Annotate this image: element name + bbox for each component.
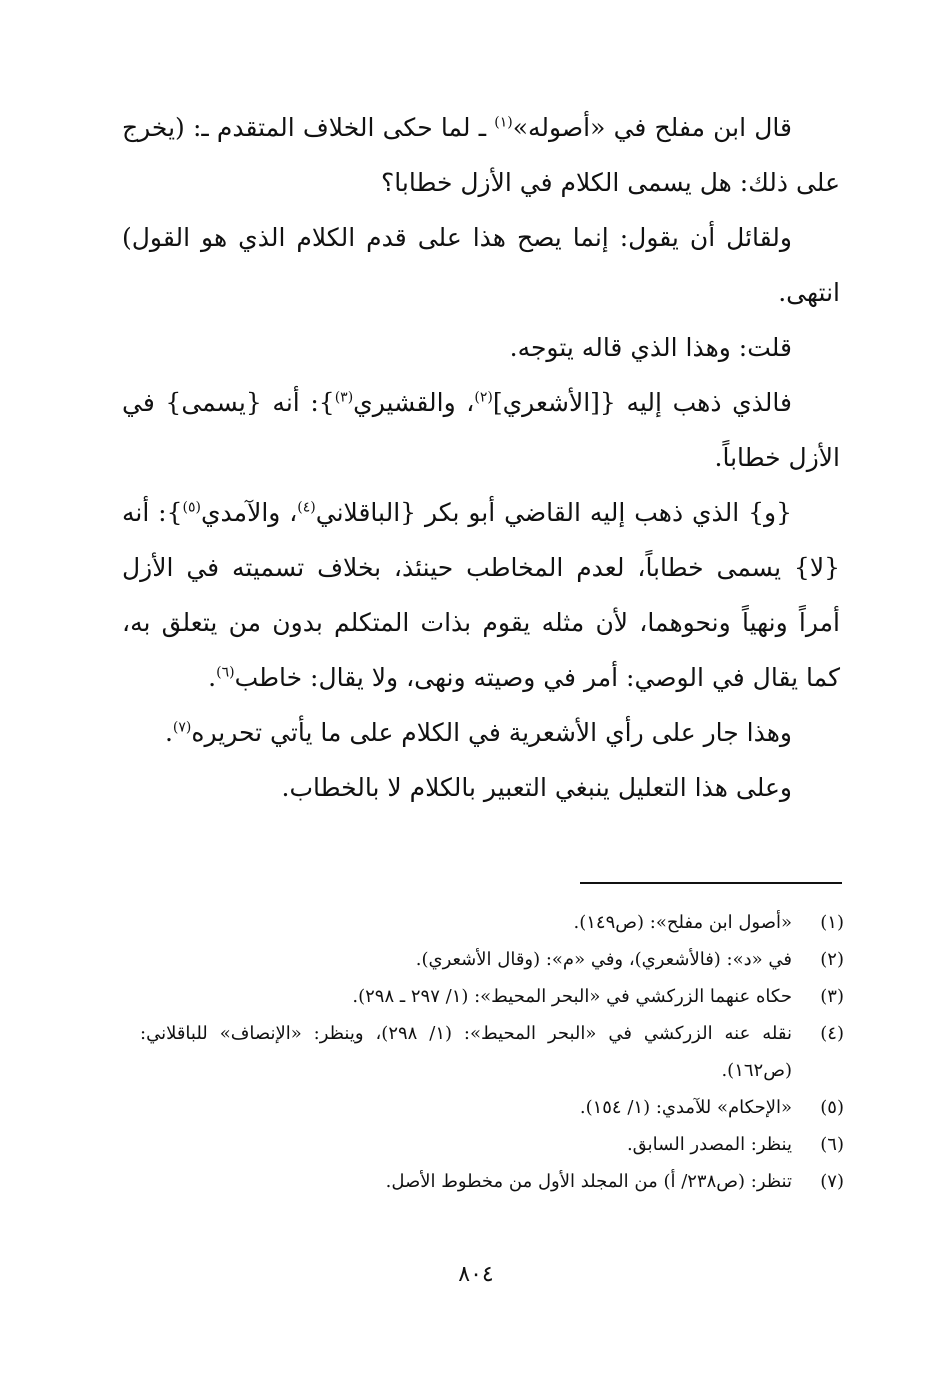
footnote-number: (٤) [820, 1023, 844, 1044]
footnote-item [140, 1015, 844, 1089]
footnote-number: (٢) [820, 949, 844, 970]
footnote-text: في «د»: (فالأشعري)، وفي «م»: (وقال الأشعري). [415, 949, 792, 970]
paragraph-text: . [164, 718, 173, 747]
footnote-divider [580, 882, 842, 884]
paragraph-text: قال ابن مفلح في «أصوله» [512, 113, 792, 142]
footnotes-list [140, 904, 844, 1200]
footnote-item [140, 1089, 844, 1126]
footnote-item [140, 941, 844, 978]
footnote-number: (٦) [820, 1134, 844, 1155]
paragraph-text: }: أنه {يسمى} في الأزل خطاباً. [122, 388, 840, 472]
page-number: ٨٠٤ [458, 1262, 494, 1287]
paragraph-text: قلت: وهذا الذي قاله يتوجه. [509, 333, 792, 362]
paragraph-text: ولقائل أن يقول: إنما يصح هذا على قدم الكلام الذي هو القول) انتهى. [122, 223, 840, 307]
footnote-ref-7[interactable]: (٧) [172, 719, 192, 736]
footnote-ref-6[interactable]: (٦) [216, 664, 235, 681]
main-text [122, 100, 840, 815]
footnote-item [140, 1163, 844, 1200]
footnote-ref-3[interactable]: (٣) [334, 389, 354, 406]
footnote-text: نقله عنه الزركشي في «البحر المحيط»: (١/ ٢٩٨)، وينظر: «الإنصاف» للباقلاني: (ص١٦٢). [140, 1023, 792, 1081]
paragraph-text: ، والقشيري [353, 388, 475, 417]
paragraph-text: . [208, 663, 217, 692]
footnote-item [140, 1126, 844, 1163]
paragraph-text: ، والآمدي [200, 498, 298, 527]
footnote-text: حكاه عنهما الزركشي في «البحر المحيط»: (١/ ٢٩٧ ـ ٢٩٨). [352, 986, 792, 1007]
footnote-ref-5[interactable]: (٥) [182, 499, 201, 516]
footnote-number: (٣) [820, 986, 844, 1007]
footnote-ref-2[interactable]: (٢) [474, 389, 493, 406]
paragraph-text: ـ لما حكى الخلاف المتقدم ـ: (يخرج على ذلك: هل يسمى الكلام في الأزل خطابا؟ [122, 113, 840, 197]
footnote-number: (٥) [820, 1097, 844, 1118]
paragraph-second-opinion [122, 485, 840, 705]
paragraph-ibn-muflih-quote [122, 100, 840, 210]
paragraph-ashari-view [122, 705, 840, 760]
footnote-text: «الإحكام» للآمدي: (١/ ١٥٤). [579, 1097, 792, 1118]
paragraph-first-opinion [122, 375, 840, 485]
footnote-ref-1[interactable]: (١) [494, 114, 513, 131]
paragraph-text: }: أنه {لا} يسمى خطاباً، لعدم المخاطب حينئذ، بخلاف تسميته في الأزل أمراً ونهياً ونحوهما، لأن مثله يقوم بذات المتكلم بدون من يتعلق به، كما يقال في الوصي: أمر في وصيته ونهى، ولا يقال: خاطب [122, 498, 840, 692]
footnote-item [140, 978, 844, 1015]
paragraph-author-comment [122, 320, 840, 375]
footnote-ref-4[interactable]: (٤) [297, 499, 316, 516]
footnote-text: «أصول ابن مفلح»: (ص١٤٩). [573, 912, 792, 933]
footnote-number: (١) [820, 912, 844, 933]
footnote-item [140, 904, 844, 941]
paragraph-text: وهذا جار على رأي الأشعرية في الكلام على ما يأتي تحريره [191, 718, 792, 747]
paragraph-objection [122, 210, 840, 320]
footnote-text: ينظر: المصدر السابق. [626, 1134, 792, 1155]
paragraph-text: {و} الذي ذهب إليه القاضي أبو بكر {الباقلاني [315, 498, 792, 527]
paragraph-conclusion [122, 760, 840, 815]
footnote-text: تنظر: (ص٢٣٨/ أ) من المجلد الأول من مخطوط الأصل. [385, 1171, 792, 1192]
paragraph-text: فالذي ذهب إليه {[الأشعري] [492, 388, 792, 417]
footnote-number: (٧) [820, 1171, 844, 1192]
paragraph-text: وعلى هذا التعليل ينبغي التعبير بالكلام لا بالخطاب. [281, 773, 792, 802]
